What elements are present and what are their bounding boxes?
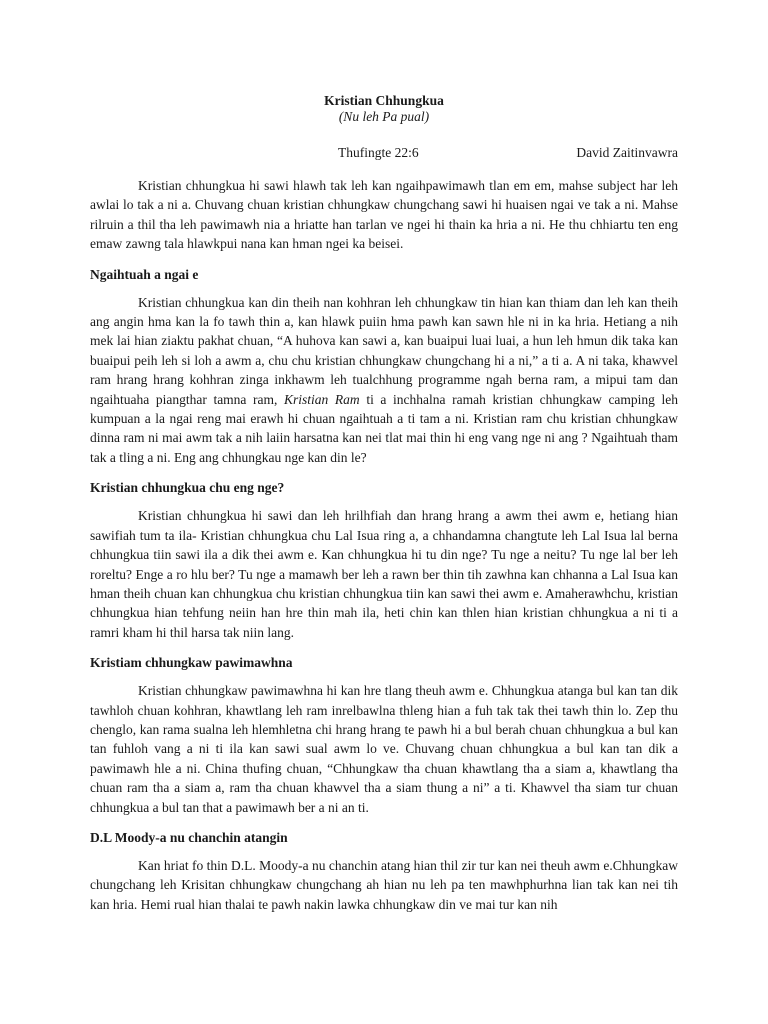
- document-title: Kristian Chhungkua: [324, 93, 444, 108]
- intro-paragraph: Kristian chhungkua hi sawi hlawh tak leh kan ngaihpawimawh tlan em em, mahse subject har leh awlai lo tak a ni a. Chuvang chuan kristian chhungkaw chungchang sawi hi huaisen ngai ve tak a ni. Mahse rilruin a thil tha leh pawimawh nia a hriatte han tarlan ve ngei hi thain ka hria a ni. He thu chhiartu ten eng emaw zawng tala hlawkpui nana kan hman ngei ka beisei.: [90, 178, 678, 252]
- document-subtitle: (Nu leh Pa pual): [338, 109, 430, 124]
- section-heading: Kristian chhungkua chu eng nge?: [90, 480, 285, 496]
- section-heading: Ngaihtuah a ngai e: [90, 266, 199, 282]
- verse-reference: Thufingte 22:6: [338, 145, 419, 160]
- document-body: [90, 92, 678, 914]
- reference-line: [90, 145, 678, 163]
- emphasis-text: Kristian Ram: [284, 391, 360, 407]
- section-paragraph: Kristian chhungkua hi sawi dan leh hrilhfiah dan hrang hrang a awm thei awm e, hetiang hian sawifiah tum ta ila- Kristian chhungkua chu Lal Isua ring a, a chhandamna changtute leh Lal Isua lal berna chhungkua tiin sawi ila a dik thei awm e. Kan chhungkua hi tu din nge? Tu nge a neitu? Tu nge lal ber leh roreltu? Enge a ro hlu ber? Tu nge a mamawh ber leh a rawn ber thin tih zawhna kan chhanna a Lal Isua kan hman theih chuan kan chhungkua chu kristian chhungkua tiin kan sawi thei awm e. Amaherawhchu, kristian chhungkua hian tehfung neiin han hre thin mah ila, heti chin kan thlen hian kristian chhungkua a ni ti a ramri kham hi thil harsa tak niin lang.: [90, 508, 678, 640]
- section-heading: Kristiam chhungkaw pawimawhna: [90, 655, 293, 671]
- section-paragraph: [90, 293, 678, 468]
- paragraph-text: Kristian chhungkua kan din theih nan kohhran leh chhungkaw tin hian kan thiam dan leh kan theih ang angin hma kan la fo tawh thin a, kan hlawk puiin hma pawh kan sawn hle ni in ka hria. Hetiang a nih mek lai hian ziaktu pakhat chuan, “A huhova kan sawi a, kan buaipui luai luai, a hun leh hmun dik taka kan buaipui peih leh si loh a awm a, chu chu kristian chhungkaw chungchang hi a ni,” a ti a. A ni taka, khawvel ram hrang hrang kohhran zinga inkhawm leh tualchhung programme ngah berna ram, a mipui tam dan ngaihtuaha piangthar tamna ram,: [90, 294, 678, 407]
- paragraph-text: ti a inchhalna ramah kristian chhungkaw camping leh kumpuan a la ngai reng mai erawh hi chuan ngaihtuah a ti tam a ni. Kristian ram chu kristian chhungkaw dinna ram ni mai awm tak a nih laiin harsatna kan nei tlat mai thin hi eng vang nge ni ang ? Ngaihtuah tham tak a tling a ni. Eng ang chhungkau nge kan din le?: [90, 391, 679, 465]
- section-heading: D.L Moody-a nu chanchin atangin: [90, 829, 288, 845]
- section-paragraph: Kristian chhungkaw pawimawhna hi kan hre tlang theuh awm e. Chhungkua atanga bul kan tan dik tawhloh chuan kohhran, khawtlang leh ram inrelbawlna thleng hian a fuh tak tak thei tawh thin lo. Zep thu chenglo, kan rama sualna leh hlemhletna chi hrang hrang te pawh hi a bul berah chuan chhungkua a bul kan tan fuhloh vang a ni ti ila kan sawi sual awm lo ve. Chuvang chuan chhungkua a bul kan tan dik a pawimawh hle a ni. China thufing chuan, “Chhungkaw tha chuan khawtlang tha a siam a, khawtlang tha chuan ram tha a siam a, ram tha chuan khawvel tha a siam thung a ni” a ti. Khawvel tha siam tur chuan chhungkua a bul tan that a pawimawh ber a ni an ti.: [90, 683, 678, 815]
- section-paragraph: Kan hriat fo thin D.L. Moody-a nu chanchin atang hian thil zir tur kan nei theuh awm e.Chhungkaw chungchang leh Krisitan chhungkaw chungchang ah hian nu leh pa ten mawhphurhna lian tak kan nei tih kan hria. Hemi rual hian thalai te pawh nakin lawka chhungkaw din ve mai tur kan nih: [90, 857, 678, 912]
- author-name: David Zaitinvawra: [576, 145, 678, 160]
